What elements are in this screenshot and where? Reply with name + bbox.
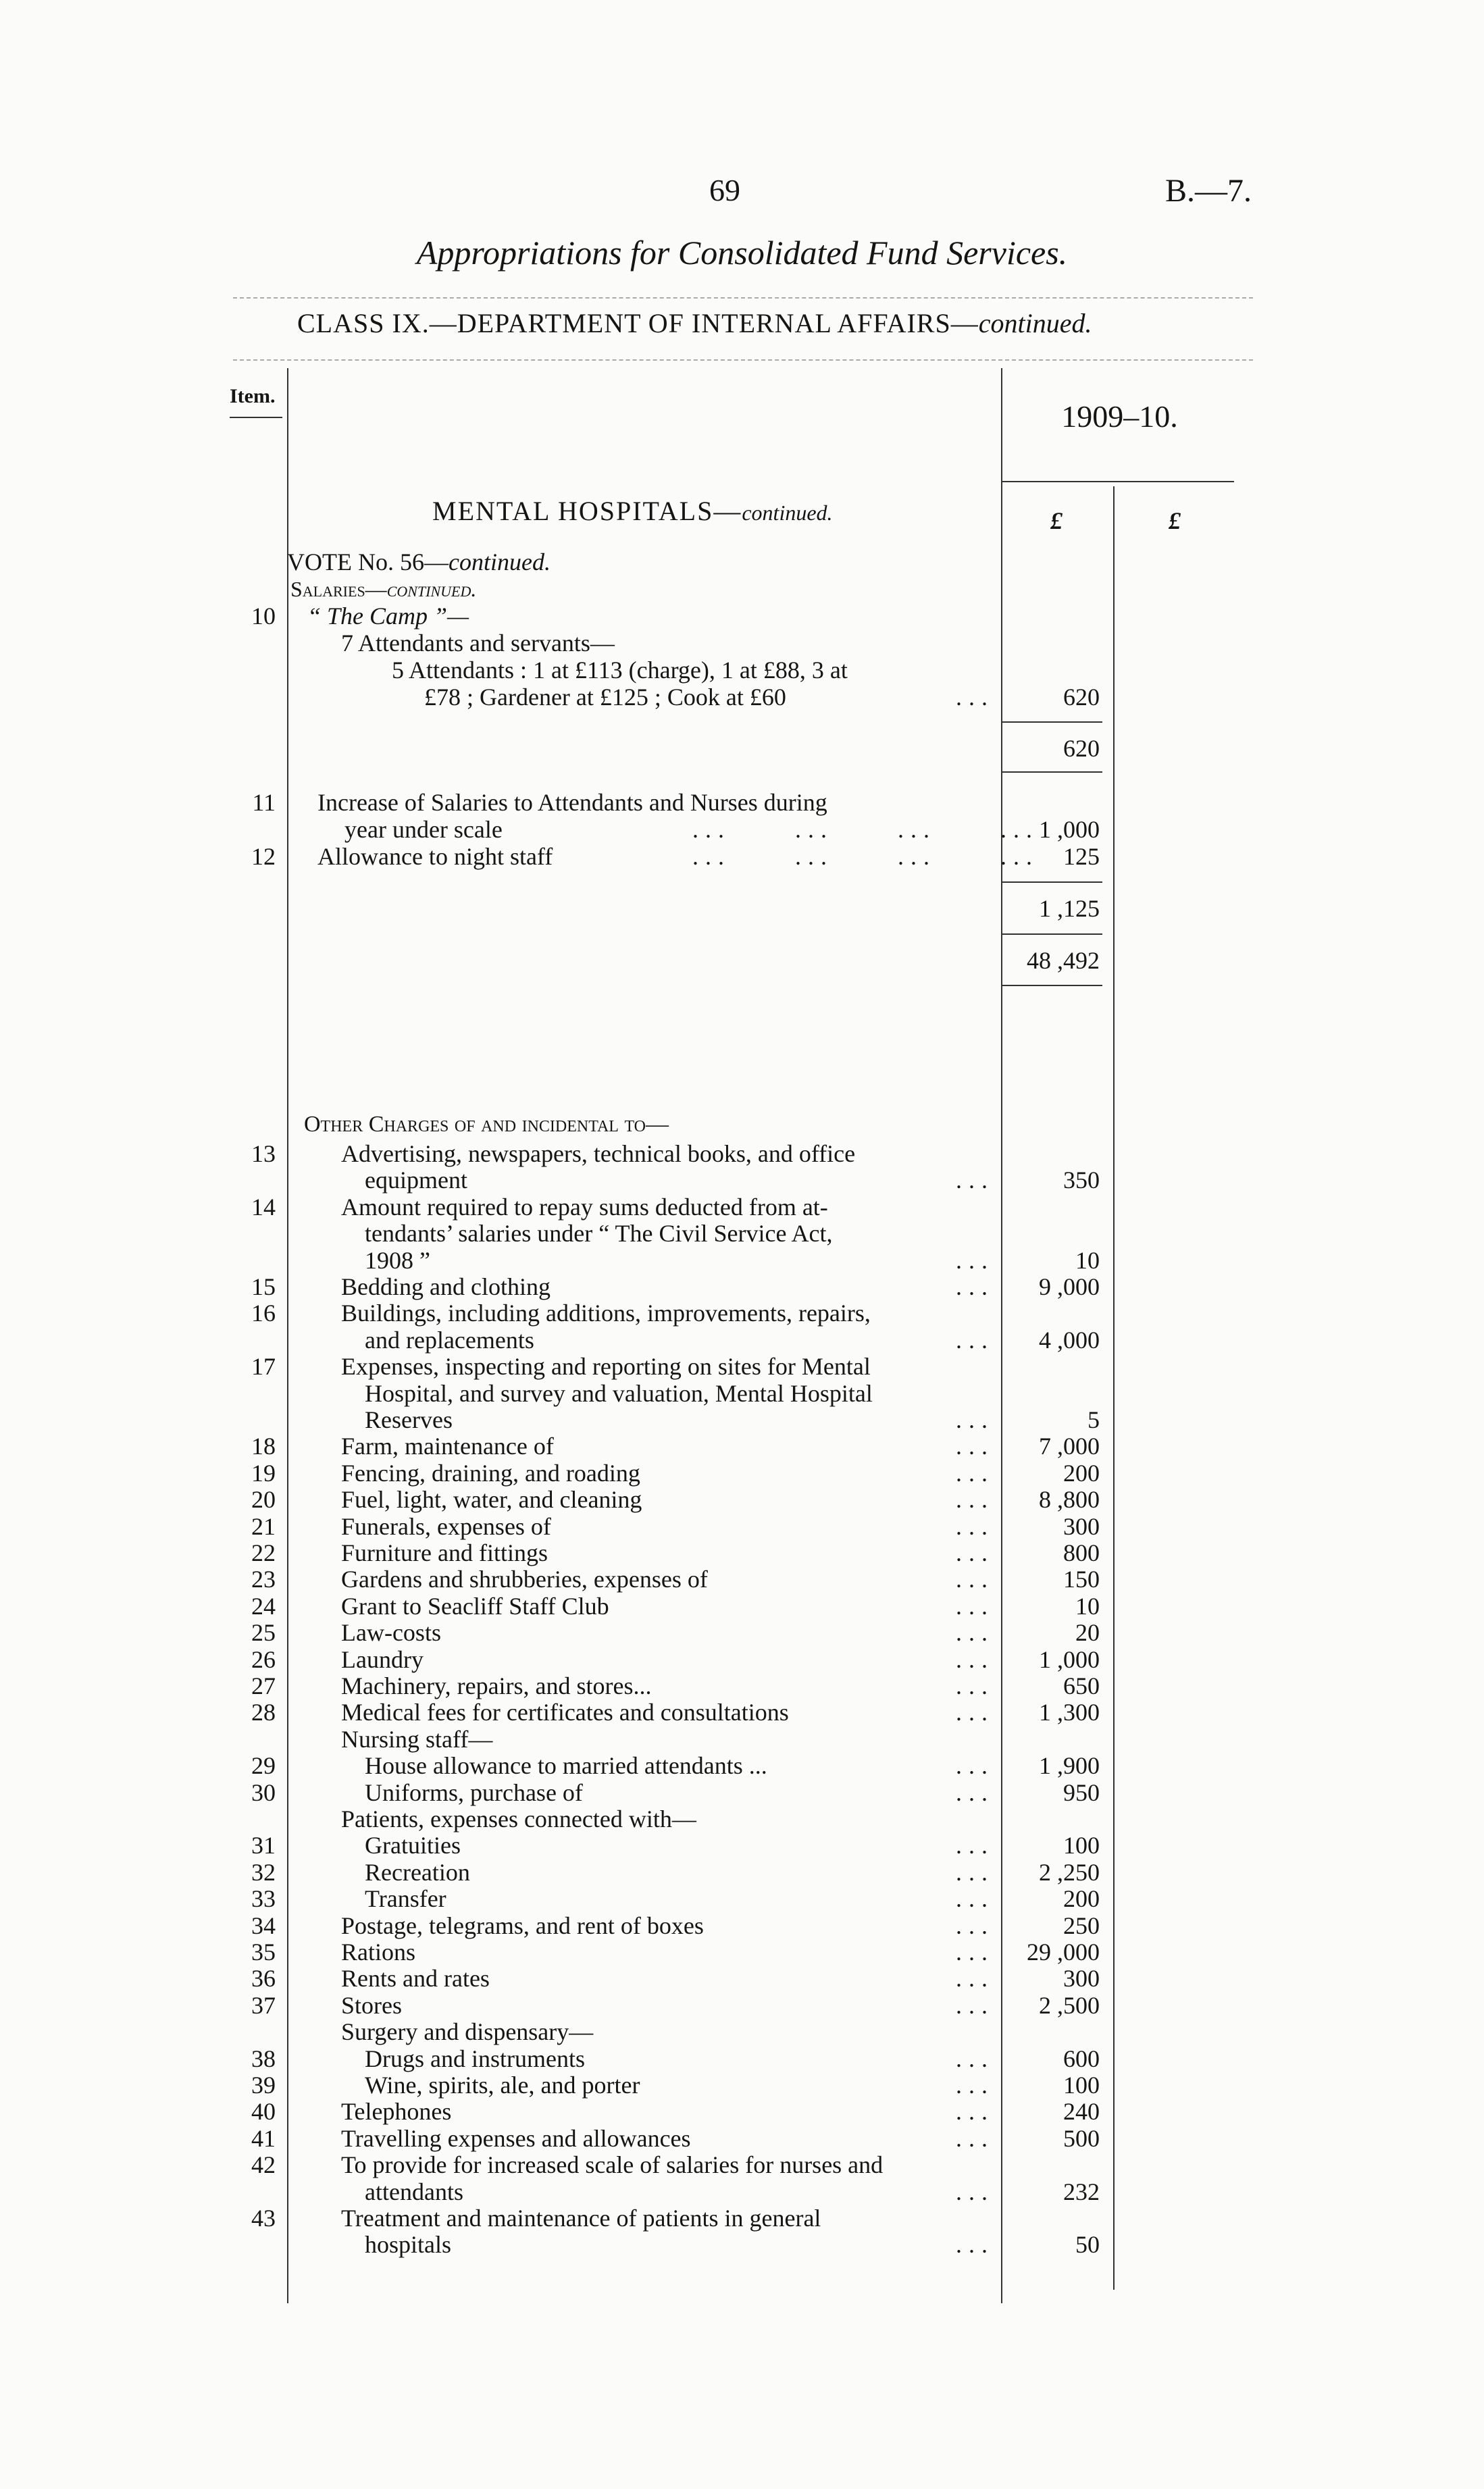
charge-description: Furniture and fittings: [341, 1539, 548, 1566]
item-number-14: 14: [251, 1193, 276, 1221]
charge-amount: 2 ,250: [1039, 1858, 1100, 1886]
charge-description: Telephones: [341, 2098, 452, 2126]
camp-line-1: 7 Attendants and servants—: [341, 630, 615, 657]
charge-amount: 300: [1063, 1965, 1100, 1993]
leader-dots: ...: [956, 1832, 994, 1859]
charge-description: Wine, spirits, ale, and porter: [365, 2072, 640, 2099]
leader-dots: ...: [956, 1645, 994, 1673]
item-number-22: 22: [251, 1539, 276, 1566]
charge-description: Medical fees for certificates and consultations: [341, 1699, 789, 1726]
charge-amount: 100: [1063, 2072, 1100, 2099]
salaries-total: 48 ,492: [1027, 947, 1100, 974]
charge-description: Laundry: [341, 1645, 424, 1673]
class-divider: [233, 359, 1253, 361]
charge-description: Law-costs: [341, 1619, 441, 1647]
leader-dots: ...: [956, 1566, 994, 1593]
charge-description: Treatment and maintenance of patients in general: [341, 2205, 821, 2232]
page-title: Appropriations for Consolidated Fund Services.: [416, 234, 1068, 272]
item-number-18: 18: [251, 1433, 276, 1460]
other-charges-heading: Other Charges of and incidental to—: [304, 1112, 669, 1137]
leader-dots: ...: [956, 1911, 994, 1939]
item-number-13: 13: [251, 1140, 276, 1167]
charge-description: Fencing, draining, and roading: [341, 1459, 640, 1487]
charge-amount: 50: [1075, 2231, 1100, 2259]
charge-amount: 1 ,900: [1039, 1752, 1100, 1780]
camp-line-3: £78 ; Gardener at £125 ; Cook at £60: [424, 684, 786, 711]
charge-description: Rations: [341, 1939, 416, 1966]
charge-description: Advertising, newspapers, technical books, and office: [341, 1140, 856, 1167]
charge-description: Postage, telegrams, and rent of boxes: [341, 1911, 704, 1939]
charge-amount: 8 ,800: [1039, 1486, 1100, 1514]
item-11-line-2: year under scale: [344, 816, 503, 843]
charge-description: Buildings, including additions, improvements, repairs,: [341, 1300, 871, 1327]
item-number-23: 23: [251, 1566, 276, 1593]
charge-amount: 10: [1075, 1246, 1100, 1274]
leader-dots: ...: [956, 1592, 994, 1620]
item-number-35: 35: [251, 1939, 276, 1966]
charge-amount: 150: [1063, 1566, 1100, 1593]
leader-dots: ...: [956, 1273, 994, 1300]
charge-amount: 1 ,000: [1039, 1645, 1100, 1673]
charge-amount: 600: [1063, 2045, 1100, 2072]
leader-dots: ...: [956, 2124, 994, 2152]
salaries-heading: [290, 575, 476, 602]
item-number-34: 34: [251, 1911, 276, 1939]
charge-amount: 4 ,000: [1039, 1326, 1100, 1354]
item-number-16: 16: [251, 1300, 276, 1327]
item-number-19: 19: [251, 1459, 276, 1487]
item-number-31: 31: [251, 1832, 276, 1859]
total-rule: [1001, 985, 1102, 986]
charge-amount: 200: [1063, 1459, 1100, 1487]
charge-description: Gardens and shrubberies, expenses of: [341, 1566, 708, 1593]
leader-dots: ...: [956, 1326, 994, 1354]
item-column-rule: [287, 368, 288, 2303]
leader-dots: ...: [956, 2231, 994, 2259]
charge-description: Drugs and instruments: [365, 2045, 585, 2072]
leader-dots: ...: [956, 1672, 994, 1699]
charge-amount: 20: [1075, 1619, 1100, 1647]
charge-description: House allowance to married attendants ...: [365, 1752, 767, 1780]
leader-dots: ...: [956, 2098, 994, 2126]
charge-amount: 350: [1063, 1166, 1100, 1194]
charge-description: 1908 ”: [365, 1246, 430, 1274]
item-number-41: 41: [251, 2124, 276, 2152]
charge-description: and replacements: [365, 1326, 534, 1354]
charge-description: Rents and rates: [341, 1965, 490, 1993]
leader-dots: ...: [956, 1459, 994, 1487]
leader-dots: ...: [956, 1406, 994, 1433]
item-number-36: 36: [251, 1965, 276, 1993]
section-title: [432, 495, 833, 527]
item-number-11: 11: [252, 789, 276, 816]
charge-description: Grant to Seacliff Staff Club: [341, 1592, 609, 1620]
item-number-24: 24: [251, 1592, 276, 1620]
charge-description: Travelling expenses and allowances: [341, 2124, 691, 2152]
class-heading-main: CLASS IX.—DEPARTMENT OF INTERNAL AFFAIRS—: [297, 308, 979, 338]
item-number-37: 37: [251, 1991, 276, 2019]
section-title-main: MENTAL HOSPITALS—: [432, 496, 742, 526]
item-number-10: 10: [251, 602, 276, 630]
charge-description: Stores: [341, 1991, 402, 2019]
charge-description: Uniforms, purchase of: [365, 1778, 583, 1806]
pound-column-1: £: [1050, 507, 1063, 534]
item-12-line-1: Allowance to night staff: [317, 843, 553, 870]
page-number: 69: [709, 173, 740, 207]
leader-dots: ...: [956, 1939, 994, 1966]
leader-dots: ...: [956, 2072, 994, 2099]
charge-description: Surgery and dispensary—: [341, 2018, 594, 2046]
charge-amount: 200: [1063, 1885, 1100, 1913]
leader-dots: ...: [956, 1512, 994, 1540]
item-number-43: 43: [251, 2205, 276, 2232]
item-number-32: 32: [251, 1858, 276, 1886]
vote-heading-cont: continued.: [448, 548, 551, 575]
charge-description: equipment: [365, 1166, 467, 1194]
charge-description: Expenses, inspecting and reporting on sites for Mental: [341, 1353, 871, 1381]
charge-amount: 240: [1063, 2098, 1100, 2126]
leader-dots: ...: [956, 1619, 994, 1647]
item-11-amount: 1 ,000: [1039, 816, 1100, 843]
leader-dots: ...: [956, 1246, 994, 1274]
item-number-38: 38: [251, 2045, 276, 2072]
item-number-21: 21: [251, 1512, 276, 1540]
charge-description: Nursing staff—: [341, 1725, 493, 1753]
charge-amount: 10: [1075, 1592, 1100, 1620]
leader-dots: ...: [956, 1433, 994, 1460]
leader-dots: ...: [956, 2045, 994, 2072]
charge-amount: 5: [1088, 1406, 1100, 1433]
item-number-29: 29: [251, 1752, 276, 1780]
leader-dots: ...: [956, 1885, 994, 1913]
item-number-17: 17: [251, 1353, 276, 1381]
charge-amount: 800: [1063, 1539, 1100, 1566]
charge-amount: 950: [1063, 1778, 1100, 1806]
leader-dots: ...: [956, 1486, 994, 1514]
paper-reference: B.—7.: [1165, 173, 1252, 209]
class-heading-cont: continued.: [978, 308, 1092, 338]
charge-description: Funerals, expenses of: [341, 1512, 551, 1540]
leader-dots: ...: [956, 684, 994, 711]
leader-dots: ...: [956, 1778, 994, 1806]
item-header-rule: [230, 417, 282, 418]
class-heading: [297, 307, 1092, 339]
leader-dots: ...: [956, 1166, 994, 1194]
item-number-30: 30: [251, 1778, 276, 1806]
pound-column-rule: [1113, 486, 1115, 2290]
item-column-header: Item.: [230, 385, 276, 407]
subtotal-rule: [1001, 721, 1102, 723]
salaries-heading-cont: continued.: [386, 577, 477, 601]
charge-description: tendants’ salaries under “ The Civil Service Act,: [365, 1220, 833, 1248]
vote-heading: [287, 548, 551, 575]
charge-description: Recreation: [365, 1858, 470, 1886]
leader-dots: ...: [956, 1858, 994, 1886]
item-number-27: 27: [251, 1672, 276, 1699]
year-column-header: 1909–10.: [1061, 399, 1178, 434]
charge-description: Reserves: [365, 1406, 453, 1433]
charge-description: Patients, expenses connected with—: [341, 1805, 696, 1832]
charge-description: attendants: [365, 2178, 463, 2205]
charge-description: Bedding and clothing: [341, 1273, 551, 1300]
charge-description: Machinery, repairs, and stores...: [341, 1672, 652, 1699]
item-12-amount: 125: [1063, 843, 1100, 870]
camp-amount: 620: [1063, 684, 1100, 711]
item-number-28: 28: [251, 1699, 276, 1726]
item-number-12: 12: [251, 843, 276, 870]
charge-amount: 100: [1063, 1832, 1100, 1859]
item-number-15: 15: [251, 1273, 276, 1300]
item-number-20: 20: [251, 1486, 276, 1514]
charge-amount: 232: [1063, 2178, 1100, 2205]
charge-description: Fuel, light, water, and cleaning: [341, 1486, 642, 1514]
item-number-40: 40: [251, 2098, 276, 2126]
year-header-rule: [1001, 481, 1234, 482]
charge-amount: 250: [1063, 1911, 1100, 1939]
salaries-heading-main: Salaries—: [290, 577, 387, 601]
leader-dots: ... ... ... ...: [692, 843, 1039, 870]
charge-description: To provide for increased scale of salaries for nurses and: [341, 2151, 884, 2179]
camp-subtotal: 620: [1063, 735, 1100, 762]
increase-subtotal: 1 ,125: [1039, 895, 1100, 922]
charge-amount: 300: [1063, 1512, 1100, 1540]
charge-amount: 1 ,300: [1039, 1699, 1100, 1726]
item-number-26: 26: [251, 1645, 276, 1673]
leader-dots: ... ... ... ...: [692, 816, 1039, 843]
charge-description: Transfer: [365, 1885, 446, 1913]
charge-amount: 7 ,000: [1039, 1433, 1100, 1460]
charge-amount: 500: [1063, 2124, 1100, 2152]
charge-amount: 650: [1063, 1672, 1100, 1699]
item-number-39: 39: [251, 2072, 276, 2099]
leader-dots: ...: [956, 1539, 994, 1566]
header-divider: [233, 297, 1253, 299]
subtotal-rule: [1001, 933, 1102, 935]
item-11-line-1: Increase of Salaries to Attendants and Nurses during: [317, 789, 827, 816]
item-number-25: 25: [251, 1619, 276, 1647]
charge-description: Gratuities: [365, 1832, 461, 1859]
pound-column-2: £: [1169, 507, 1181, 534]
vote-heading-main: VOTE No. 56—: [287, 548, 449, 575]
charge-description: Farm, maintenance of: [341, 1433, 554, 1460]
charge-amount: 2 ,500: [1039, 1991, 1100, 2019]
charge-amount: 29 ,000: [1027, 1939, 1100, 1966]
leader-dots: ...: [956, 1699, 994, 1726]
charge-amount: 9 ,000: [1039, 1273, 1100, 1300]
leader-dots: ...: [956, 1752, 994, 1780]
subtotal-rule: [1001, 771, 1102, 773]
charge-description: hospitals: [365, 2231, 452, 2259]
camp-line-2: 5 Attendants : 1 at £113 (charge), 1 at £88, 3 at: [392, 657, 848, 684]
section-title-cont: continued.: [742, 501, 833, 525]
item-number-42: 42: [251, 2151, 276, 2179]
leader-dots: ...: [956, 1991, 994, 2019]
leader-dots: ...: [956, 1965, 994, 1993]
camp-heading: “ The Camp ”—: [307, 602, 469, 630]
subtotal-rule: [1001, 881, 1102, 883]
charge-description: Hospital, and survey and valuation, Mental Hospital: [365, 1379, 873, 1407]
charge-description: Amount required to repay sums deducted from at-: [341, 1193, 828, 1221]
leader-dots: ...: [956, 2178, 994, 2205]
item-number-33: 33: [251, 1885, 276, 1913]
